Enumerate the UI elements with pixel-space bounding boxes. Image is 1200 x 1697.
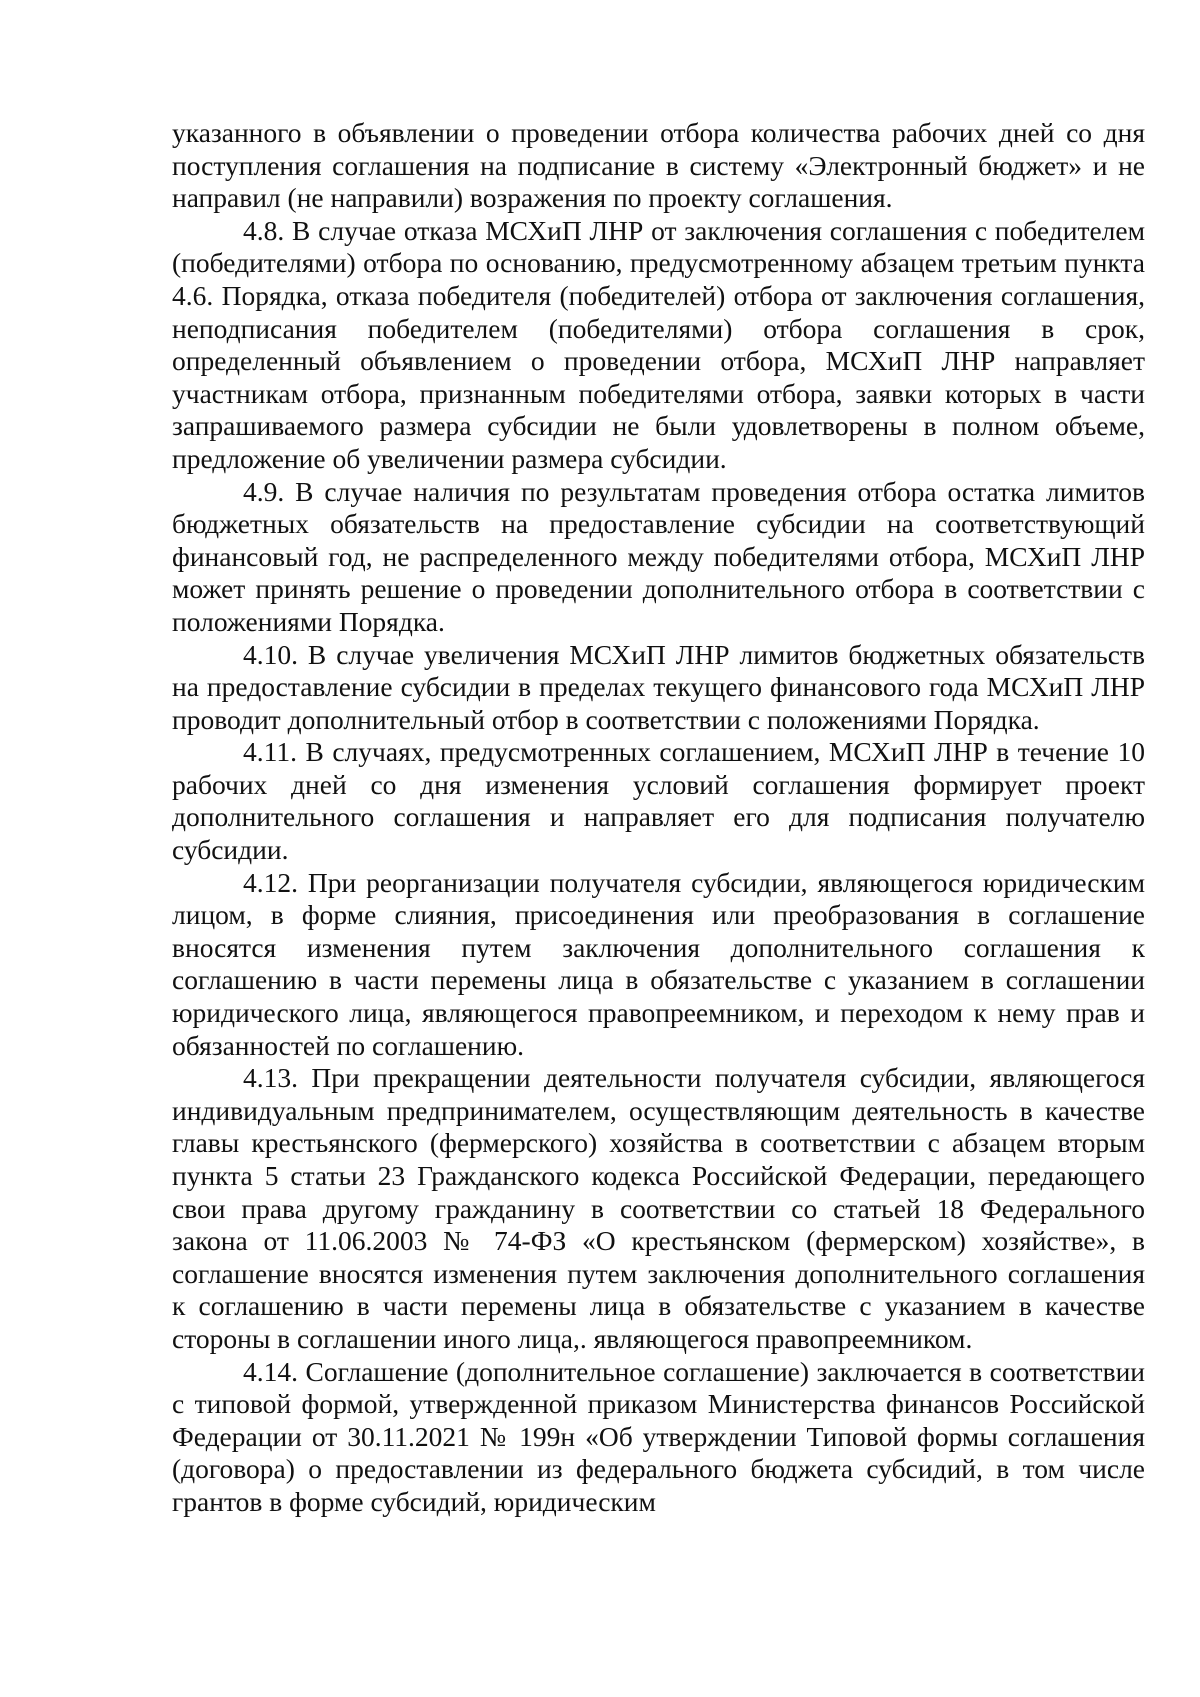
paragraph-4-12: 4.12. При реорганизации получателя субсидии, являющегося юридическим лицом, в форме слияния, присоединения или преобразования в соглашение вносятся изменения путем заключения дополнительного соглашения к соглашению в части перемены лица в обязательстве с указанием в соглашении юридического лица, являющегося правопреемником, и переходом к нему прав и обязанностей по соглашению.	[172, 866, 1145, 1061]
paragraph-4-14: 4.14. Соглашение (дополнительное соглашение) заключается в соответствии с типовой формой, утвержденной приказом Министерства финансов Российской Федерации от 30.11.2021 № 199н «Об утверждении Типовой формы соглашения (договора) о предоставлении из федерального бюджета субсидий, в том числе грантов в форме субсидий, юридическим	[172, 1355, 1145, 1517]
paragraph-4-11: 4.11. В случаях, предусмотренных соглашением, МСХиП ЛНР в течение 10 рабочих дней со дня изменения условий соглашения формирует проект дополнительного соглашения и направляет его для подписания получателю субсидии.	[172, 736, 1145, 866]
paragraph-4-10: 4.10. В случае увеличения МСХиП ЛНР лимитов бюджетных обязательств на предоставление субсидии в пределах текущего финансового года МСХиП ЛНР проводит дополнительный отбор в соответствии с положениями Порядка.	[172, 638, 1145, 735]
document-body	[172, 117, 1145, 1519]
paragraph-4-8: 4.8. В случае отказа МСХиП ЛНР от заключения соглашения с победителем (победителями) отбора по основанию, предусмотренному абзацем третьим пункта 4.6. Порядка, отказа победителя (победителей) отбора от заключения соглашения, неподписания победителем (победителями) отбора соглашения в срок, определенный объявлением о проведении отбора, МСХиП ЛНР направляет участникам отбора, признанным победителями отбора, заявки которых в части запрашиваемого размера субсидии не были удовлетворены в полном объеме, предложение об увеличении размера субсидии.	[172, 214, 1145, 474]
paragraph-continuation: указанного в объявлении о проведении отбора количества рабочих дней со дня поступления соглашения на подписание в систему «Электронный бюджет» и не направил (не направили) возражения по проекту соглашения.	[172, 117, 1145, 214]
paragraph-4-9: 4.9. В случае наличия по результатам проведения отбора остатка лимитов бюджетных обязательств на предоставление субсидии на соответствующий финансовый год, не распределенного между победителями отбора, МСХиП ЛНР может принять решение о проведении дополнительного отбора в соответствии с положениями Порядка.	[172, 475, 1145, 637]
paragraph-4-13: 4.13. При прекращении деятельности получателя субсидии, являющегося индивидуальным предпринимателем, осуществляющим деятельность в качестве главы крестьянского (фермерского) хозяйства в соответствии с абзацем вторым пункта 5 статьи 23 Гражданского кодекса Российской Федерации, передающего свои права другому гражданину в соответствии со статьей 18 Федерального закона от 11.06.2003 № 74-ФЗ «О крестьянском (фермерском) хозяйстве», в соглашение вносятся изменения путем заключения дополнительного соглашения к соглашению в части перемены лица в обязательстве с указанием в качестве стороны в соглашении иного лица,. являющегося правопреемником.	[172, 1062, 1145, 1354]
